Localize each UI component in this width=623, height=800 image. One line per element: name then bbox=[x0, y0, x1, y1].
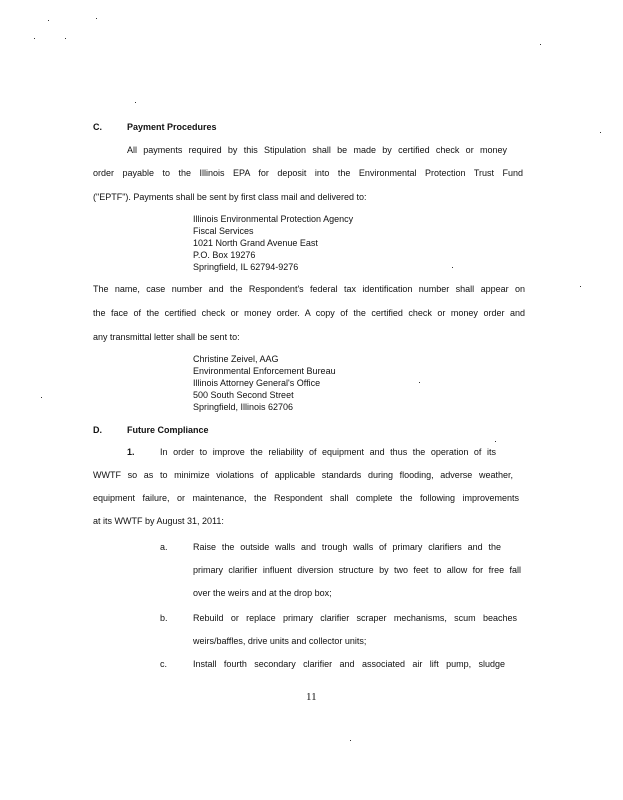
subitem-label: b. bbox=[160, 613, 168, 623]
paragraph-line: The name, case number and the Respondent's federal tax identification number shall appear on bbox=[93, 284, 525, 294]
section-d-title: Future Compliance bbox=[127, 425, 209, 435]
subitem-label: a. bbox=[160, 542, 168, 552]
address-line: Springfield, IL 62794-9276 bbox=[193, 262, 299, 272]
section-c-label: C. bbox=[93, 122, 102, 132]
scan-speck bbox=[96, 18, 97, 19]
address-line: Springfield, Illinois 62706 bbox=[193, 402, 294, 412]
scan-speck bbox=[34, 38, 35, 39]
address-line: Illinois Attorney General's Office bbox=[193, 378, 321, 388]
subitem-line: over the weirs and at the drop box; bbox=[193, 588, 332, 598]
paragraph-line: at its WWTF by August 31, 2011: bbox=[93, 516, 224, 526]
paragraph-line: order payable to the Illinois EPA for deposit into the Environmental Protection Trust Fund bbox=[93, 168, 523, 178]
page-number: 11 bbox=[306, 691, 317, 703]
scan-speck bbox=[419, 382, 420, 383]
item-number: 1. bbox=[127, 447, 135, 457]
subitem-line: Rebuild or replace primary clarifier scraper mechanisms, scum beaches bbox=[193, 613, 517, 623]
scan-speck bbox=[48, 20, 49, 21]
scan-speck bbox=[580, 286, 581, 287]
address-line: Illinois Environmental Protection Agency bbox=[193, 214, 354, 224]
section-c-title: Payment Procedures bbox=[127, 122, 217, 132]
paragraph-line: ("EPTF"). Payments shall be sent by first class mail and delivered to: bbox=[93, 192, 367, 202]
paragraph-line: WWTF so as to minimize violations of applicable standards during flooding, adverse weather, bbox=[93, 470, 513, 480]
address-line: 1021 North Grand Avenue East bbox=[193, 238, 318, 248]
subitem-line: Install fourth secondary clarifier and associated air lift pump, sludge bbox=[193, 659, 505, 669]
scan-speck bbox=[41, 397, 42, 398]
subitem-line: primary clarifier influent diversion structure by two feet to allow for free fall bbox=[193, 565, 521, 575]
scan-speck bbox=[65, 38, 66, 39]
address-line: 500 South Second Street bbox=[193, 390, 294, 400]
subitem-label: c. bbox=[160, 659, 168, 669]
scan-speck bbox=[540, 44, 541, 45]
scan-speck bbox=[135, 102, 136, 103]
scan-speck bbox=[350, 740, 351, 741]
paragraph-line: All payments required by this Stipulation shall be made by certified check or money bbox=[127, 145, 507, 155]
paragraph-line: any transmittal letter shall be sent to: bbox=[93, 332, 240, 342]
address-line: P.O. Box 19276 bbox=[193, 250, 256, 260]
paragraph-line: the face of the certified check or money order. A copy of the certified check or money order and bbox=[93, 308, 525, 318]
scan-speck bbox=[495, 441, 496, 442]
paragraph-line: In order to improve the reliability of equipment and thus the operation of its bbox=[160, 447, 496, 457]
scan-speck bbox=[452, 267, 453, 268]
section-d-label: D. bbox=[93, 425, 102, 435]
scan-speck bbox=[600, 132, 601, 133]
address-line: Christine Zeivel, AAG bbox=[193, 354, 279, 364]
paragraph-line: equipment failure, or maintenance, the Respondent shall complete the following improvements bbox=[93, 493, 519, 503]
address-line: Environmental Enforcement Bureau bbox=[193, 366, 336, 376]
subitem-line: weirs/baffles, drive units and collector units; bbox=[193, 636, 367, 646]
subitem-line: Raise the outside walls and trough walls of primary clarifiers and the bbox=[193, 542, 501, 552]
address-line: Fiscal Services bbox=[193, 226, 254, 236]
